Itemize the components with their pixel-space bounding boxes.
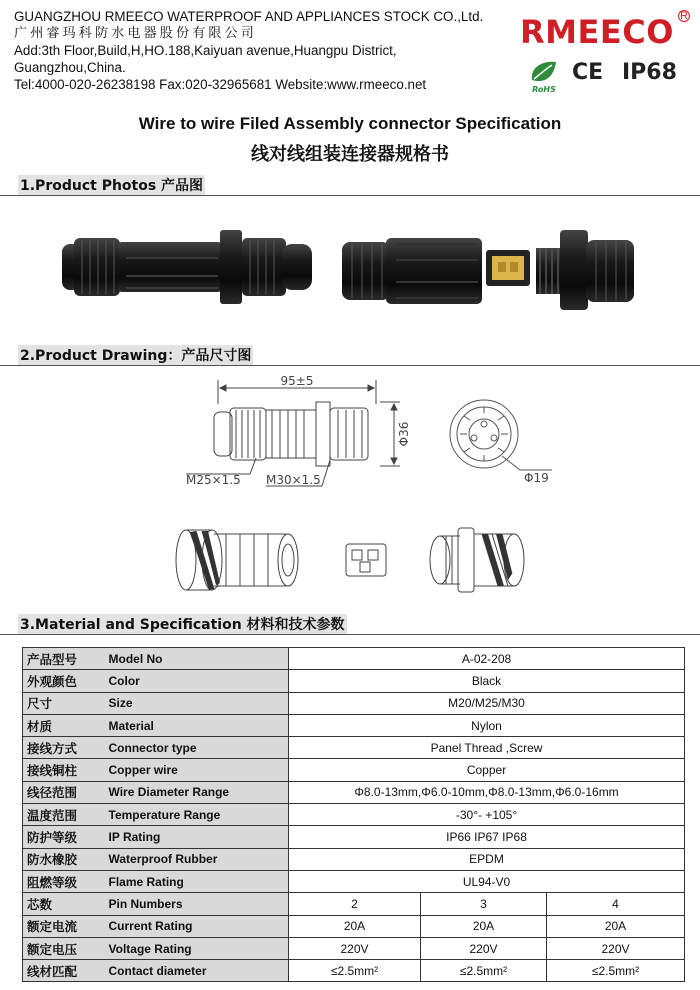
assembled-connector-photo: [60, 222, 320, 312]
spec-label-en: Waterproof Rubber: [101, 848, 289, 870]
spec-value: M20/M25/M30: [289, 692, 685, 714]
spec-label-en: Current Rating: [101, 915, 289, 937]
logo-text: RMEECO: [520, 13, 674, 51]
spec-value: A-02-208: [289, 648, 685, 670]
spec-label-cn: 防水橡胶: [23, 848, 101, 870]
spec-label-cn: 产品型号: [23, 648, 101, 670]
ip68-mark: IP68: [622, 60, 677, 85]
spec-label-cn: 线材匹配: [23, 960, 101, 982]
spec-row: [23, 804, 685, 826]
spec-value: IP66 IP67 IP68: [289, 826, 685, 848]
spec-value: 20A: [289, 915, 421, 937]
spec-label-cn: 尺寸: [23, 692, 101, 714]
spec-row: [23, 759, 685, 781]
document-title-cn: 线对线组装连接器规格书: [251, 144, 449, 165]
thread-right-label: M30×1.5: [266, 473, 321, 487]
spec-value: ≤2.5mm²: [421, 960, 547, 982]
spec-value: Copper: [289, 759, 685, 781]
address-line-1: Add:3th Floor,Build,H,HO.188,Kaiyuan avenue,Huangpu District,: [14, 43, 397, 58]
spec-value: ≤2.5mm²: [547, 960, 685, 982]
length-dimension: 95±5: [280, 374, 314, 388]
spec-row: [23, 826, 685, 848]
spec-label-cn: 芯数: [23, 893, 101, 915]
section-title: 2.Product Drawing：产品尺寸图: [18, 345, 253, 365]
side-dimension-drawing: [180, 374, 420, 494]
spec-value: 220V: [547, 937, 685, 959]
disassembled-connector-photo: [340, 226, 640, 316]
spec-label-cn: 接线方式: [23, 737, 101, 759]
spec-value: 220V: [421, 937, 547, 959]
section-title: 3.Material and Specification 材料和技术参数: [18, 614, 347, 634]
document-title-en: Wire to wire Filed Assembly connector Specification: [138, 114, 562, 133]
spec-label-en: Connector type: [101, 737, 289, 759]
spec-value: UL94-V0: [289, 870, 685, 892]
spec-value: 2: [289, 893, 421, 915]
spec-label-en: Temperature Range: [101, 804, 289, 826]
spec-label-cn: 阻燃等级: [23, 870, 101, 892]
spec-value: ≤2.5mm²: [289, 960, 421, 982]
spec-row: [23, 737, 685, 759]
spec-value: 20A: [547, 915, 685, 937]
face-diameter-label: Φ19: [524, 471, 549, 484]
address-line-2: Guangzhou,China.: [14, 60, 126, 75]
face-view-drawing: [440, 394, 560, 484]
rohs-icon: [524, 58, 564, 94]
spec-label-en: Material: [101, 714, 289, 736]
spec-value: 20A: [421, 915, 547, 937]
spec-label-en: Wire Diameter Range: [101, 781, 289, 803]
diameter-dimension: Φ36: [397, 421, 411, 447]
spec-value: -30°- +105°: [289, 804, 685, 826]
spec-label-cn: 线径范围: [23, 781, 101, 803]
spec-row-multi: [23, 937, 685, 959]
spec-label-cn: 额定电流: [23, 915, 101, 937]
rohs-label: RoHS: [532, 85, 556, 94]
spec-value: 220V: [289, 937, 421, 959]
spec-label-en: Flame Rating: [101, 870, 289, 892]
registered-mark: R: [678, 10, 690, 22]
spec-label-en: Color: [101, 670, 289, 692]
company-name-cn: 广州睿玛科防水电器股份有限公司: [14, 26, 258, 41]
spec-row: [23, 870, 685, 892]
spec-label-en: Pin Numbers: [101, 893, 289, 915]
spec-row: [23, 781, 685, 803]
section-material-spec: [0, 613, 700, 635]
spec-row: [23, 714, 685, 736]
spec-value: 3: [421, 893, 547, 915]
spec-label-en: Voltage Rating: [101, 937, 289, 959]
spec-label-cn: 防护等级: [23, 826, 101, 848]
specification-table: [22, 647, 685, 982]
company-header: [14, 8, 514, 93]
spec-value: 4: [547, 893, 685, 915]
spec-label-en: Contact diameter: [101, 960, 289, 982]
spec-row-multi: [23, 893, 685, 915]
thread-left-label: M25×1.5: [186, 473, 241, 487]
rmeeco-logo: [520, 12, 690, 52]
spec-value: Φ8.0-13mm,Φ6.0-10mm,Φ8.0-13mm,Φ6.0-16mm: [289, 781, 685, 803]
spec-row: [23, 848, 685, 870]
ce-mark: CE: [572, 60, 604, 85]
spec-value: EPDM: [289, 848, 685, 870]
spec-label-en: Model No: [101, 648, 289, 670]
company-name-en: GUANGZHOU RMEECO WATERPROOF AND APPLIANCES STOCK CO.,Ltd.: [14, 9, 484, 24]
spec-label-cn: 额定电压: [23, 937, 101, 959]
section-product-drawing: [0, 344, 700, 366]
spec-value: Nylon: [289, 714, 685, 736]
spec-row: [23, 670, 685, 692]
section-title: 1.Product Photos 产品图: [18, 175, 205, 195]
spec-row: [23, 692, 685, 714]
spec-label-cn: 接线铜柱: [23, 759, 101, 781]
spec-row: [23, 648, 685, 670]
spec-label-cn: 外观颜色: [23, 670, 101, 692]
spec-label-en: IP Rating: [101, 826, 289, 848]
spec-value: Panel Thread ,Screw: [289, 737, 685, 759]
spec-label-cn: 材质: [23, 714, 101, 736]
spec-label-en: Size: [101, 692, 289, 714]
section-product-photos: [0, 174, 700, 196]
certifications: [524, 58, 690, 94]
contact-line: Tel:4000-020-26238198 Fax:020-32965681 Website:www.rmeeco.net: [14, 77, 427, 92]
spec-row-multi: [23, 915, 685, 937]
spec-row-multi: [23, 960, 685, 982]
exploded-view-drawing: [170, 520, 550, 600]
spec-label-en: Copper wire: [101, 759, 289, 781]
spec-label-cn: 温度范围: [23, 804, 101, 826]
spec-value: Black: [289, 670, 685, 692]
